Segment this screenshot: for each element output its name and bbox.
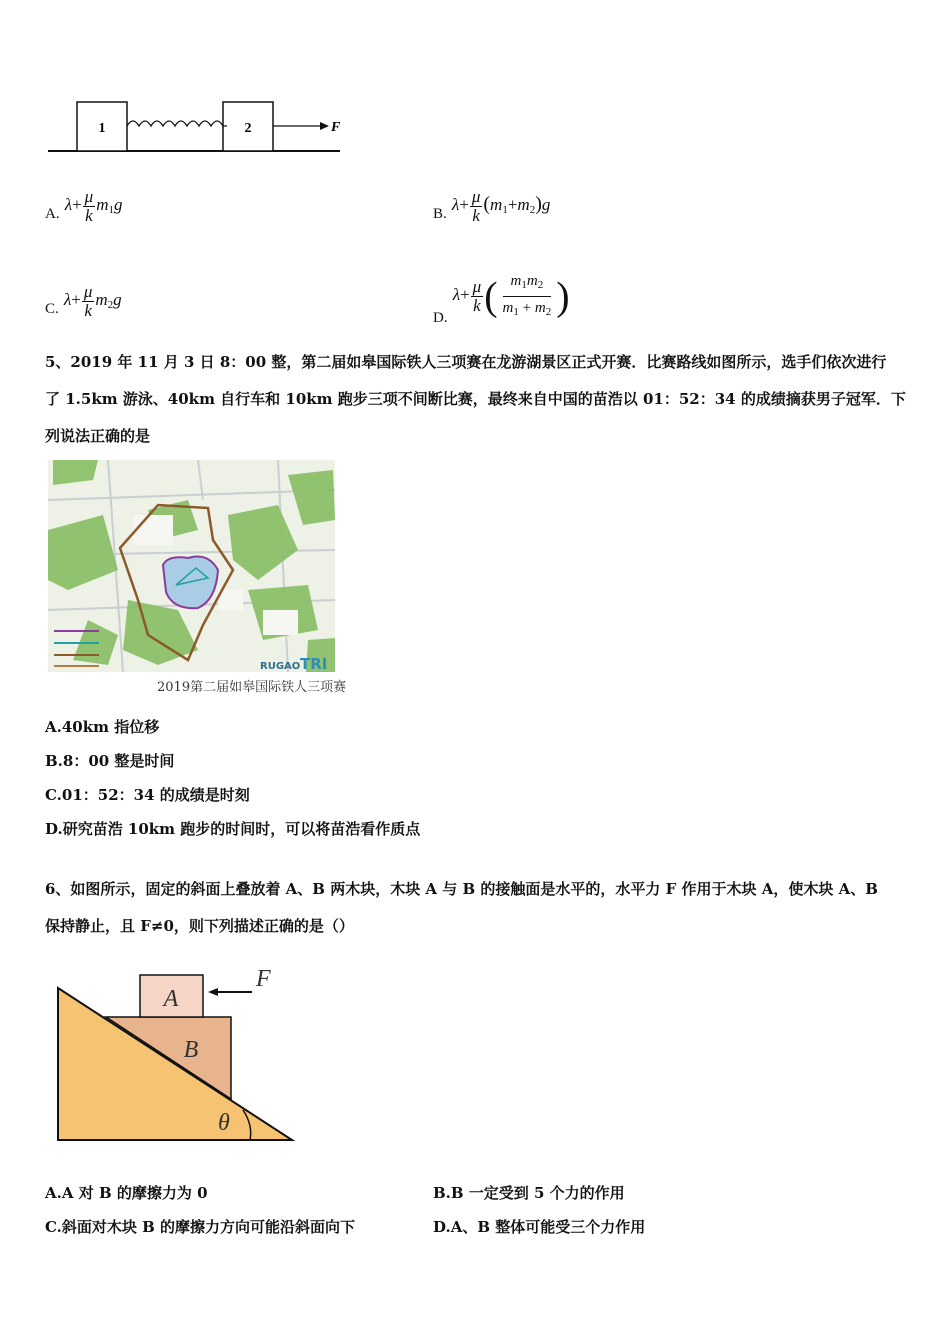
spring-blocks-figure [40,95,350,160]
q6-option-b[interactable]: B.B 一定受到 5 个力的作用 [433,1184,625,1202]
q5-stem-line2: 了 1.5km 游泳、40km 自行车和 10km 跑步三项不间断比赛，最终来自中国的苗浩以 01：52：34 的成绩摘获男子冠军．下 [45,390,906,408]
q5-stem-line1: 5、2019 年 11 月 3 日 8：00 整，第二届如皋国际铁人三项赛在龙游湖景区正式开赛．比赛路线如图所示，选手们依次进行 [45,353,887,371]
q4-option-d[interactable] [433,270,570,327]
option-c-label: C. [45,301,59,318]
q6-option-a[interactable]: A.A 对 B 的摩擦力为 0 [45,1184,208,1202]
option-a-label: A. [45,206,60,223]
q6-stem-line1: 6、如图所示，固定的斜面上叠放着 A、B 两木块，木块 A 与 B 的接触面是水平的，水平力 F 作用于木块 A，使木块 A、B [45,880,878,898]
spring [127,121,227,126]
formula-b: λ+ $\frac{\mu}{k}$ $(m_1+m_2)g$ [451,187,551,225]
q6-option-d[interactable]: D.A、B 整体可能受三个力作用 [433,1218,646,1236]
q6-option-c[interactable]: C.斜面对木块 B 的摩擦力方向可能沿斜面向下 [45,1218,356,1236]
q6-stem-line2: 保持静止，且 F≠0，则下列描述正确的是（） [45,917,354,935]
block-1-label: 1 [98,121,106,136]
map-logo-small: RUGAO [260,661,301,672]
map-logo-big: TRI [300,655,328,672]
force-label-6: F [256,966,271,992]
race-route-map [48,460,335,672]
force-label: F [331,120,341,135]
angle-label: θ [218,1110,230,1136]
q5-stem-line3: 列说法正确的是 [45,427,151,445]
q5-option-c[interactable]: C.01：52：34 的成绩是时刻 [45,786,250,804]
block-2-label: 2 [244,121,252,136]
q4-option-c[interactable] [45,283,122,320]
formula-a: λ+ $\frac{\mu}{k}$ $m_1g$ [64,187,123,225]
option-d-label: D. [433,310,448,327]
q5-option-d[interactable]: D.研究苗浩 10km 跑步的时间时，可以将苗浩看作质点 [45,820,421,838]
q4-option-a[interactable] [45,188,122,225]
formula-c: λ+ $\frac{\mu}{k}$ $m_2g$ [63,282,122,320]
q5-option-b[interactable]: B.8：00 整是时间 [45,752,175,770]
force-arrowhead-6 [208,988,218,996]
incline-blocks-figure [50,960,310,1150]
formula-d: λ+ $\frac{\mu}{k}$ ( $\frac{m_1m_2}{m_1 + m_2}$ ) [453,285,570,304]
map-graphic [48,460,335,672]
force-arrowhead [320,122,329,130]
block-a-label: A [163,986,179,1012]
block-b-label: B [183,1037,199,1063]
q4-option-b[interactable] [433,188,550,225]
option-b-label: B. [433,206,447,223]
q5-option-a[interactable]: A.40km 指位移 [45,718,160,736]
map-caption: 2019第二届如皋国际铁人三项赛 [157,680,347,695]
